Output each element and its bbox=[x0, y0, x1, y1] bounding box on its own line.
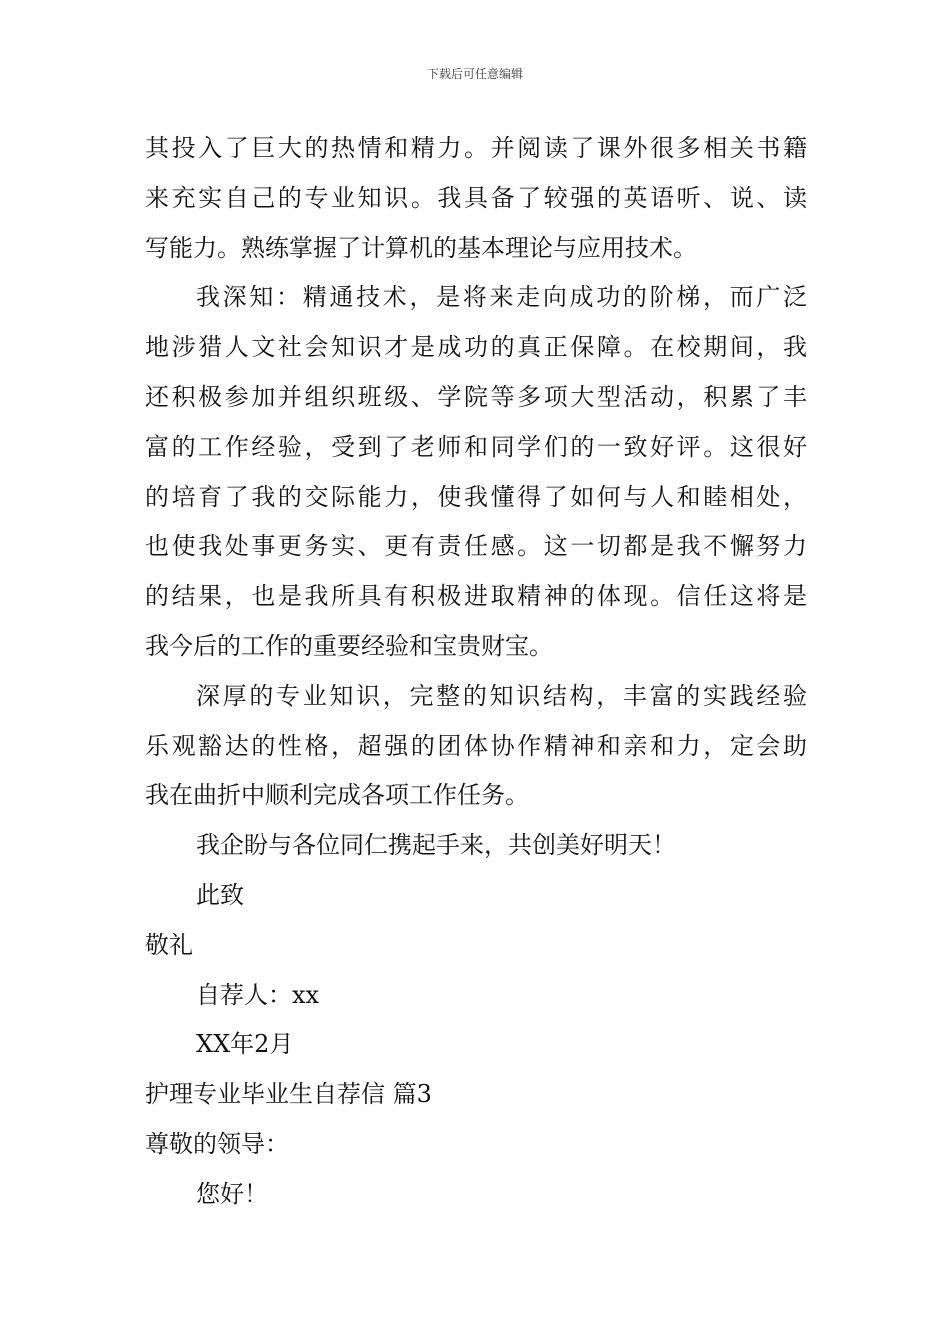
text-line: 来充实自己的专业知识。我具备了较强的英语听、说、读 bbox=[145, 183, 807, 212]
text-line: 地涉猎人文社会知识才是成功的真正保障。在校期间，我 bbox=[145, 333, 807, 362]
text-line: 也使我处事更务实、更有责任感。这一切都是我不懈努力 bbox=[145, 532, 807, 561]
text-line: 乐观豁达的性格，超强的团体协作精神和亲和力，定会助 bbox=[145, 731, 807, 760]
greeting-line: 尊敬的领导： bbox=[145, 1129, 289, 1158]
text-line: 还积极参加并组织班级、学院等多项大型活动，积累了丰 bbox=[145, 382, 807, 411]
greeting-line: 您好！ bbox=[196, 1179, 268, 1208]
document-body bbox=[145, 124, 807, 1220]
salutation-line: 敬礼 bbox=[145, 930, 193, 959]
text-line: 我深知：精通技术，是将来走向成功的阶梯，而广泛 bbox=[196, 283, 807, 312]
page-header: 下载后可任意编辑 bbox=[426, 67, 523, 81]
signature-line: 自荐人：xx bbox=[196, 980, 320, 1009]
text-line: 其投入了巨大的热情和精力。并阅读了课外很多相关书籍 bbox=[145, 134, 807, 162]
date-line: XX年2月 bbox=[196, 1030, 294, 1059]
text-line: 富的工作经验，受到了老师和同学们的一致好评。这很好 bbox=[145, 432, 807, 461]
closing-line: 此致 bbox=[196, 880, 244, 909]
text-line: 我今后的工作的重要经验和宝贵财宝。 bbox=[145, 631, 553, 660]
text-line: 的结果，也是我所具有积极进取精神的体现。信任这将是 bbox=[145, 582, 807, 611]
text-line: 的培育了我的交际能力，使我懂得了如何与人和睦相处， bbox=[145, 482, 807, 511]
text-line: 写能力。熟练掌握了计算机的基本理论与应用技术。 bbox=[145, 233, 697, 262]
text-line: 我企盼与各位同仁携起手来，共创美好明天！ bbox=[196, 831, 676, 860]
section-title: 护理专业毕业生自荐信 篇3 bbox=[145, 1080, 432, 1109]
text-line: 我在曲折中顺利完成各项工作任务。 bbox=[145, 781, 529, 810]
text-line: 深厚的专业知识，完整的知识结构，丰富的实践经验 bbox=[196, 681, 807, 710]
